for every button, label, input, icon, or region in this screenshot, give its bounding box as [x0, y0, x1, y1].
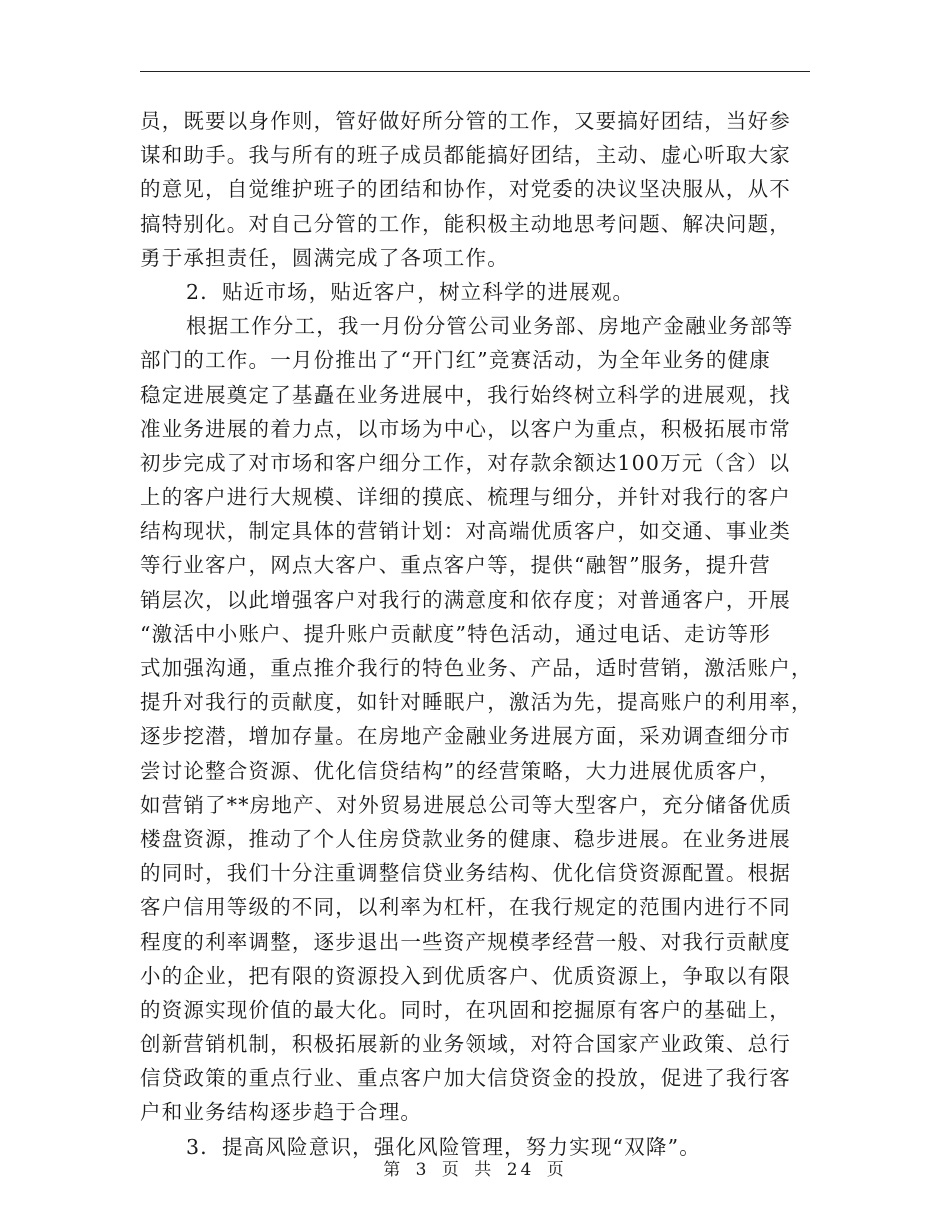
current-page-number: 3	[415, 1160, 430, 1180]
footer-total-word: 共	[474, 1160, 495, 1180]
text-line: 稳定进展奠定了基矗在业务进展中，我行始终树立科学的进展观，找	[140, 382, 791, 407]
text-line: 员，既要以身作则，管好做好所分管的工作，又要搞好团结，当好参	[140, 109, 791, 133]
text-line: 式加强沟通，重点推介我行的特色业务、产品，适时营销，激活账户，	[140, 656, 813, 680]
text-line: 信贷政策的重点行业、重点客户加大信贷资金的投放，促进了我行客	[140, 1066, 791, 1091]
text-line: 部门的工作。一月份推出了“开门红”竞赛活动，为全年业务的健康	[140, 348, 771, 373]
text-line: 上的客户进行大规模、详细的摸底、梳理与细分，并针对我行的客户	[140, 485, 791, 510]
footer-prefix: 第	[383, 1160, 404, 1180]
text-line: 的同时，我们十分注重调整信贷业务结构、优化信贷资源配置。根据	[140, 861, 791, 886]
text-line: 户和业务结构逐步趋于合理。	[140, 1100, 423, 1125]
text-line: 搞特别化。对自己分管的工作，能积极主动地思考问题、解决问题，	[140, 211, 791, 236]
text-line: 提升对我行的贡献度，如针对睡眠户，激活为先，提高账户的利用率，	[140, 690, 813, 715]
body-text	[140, 104, 813, 1164]
text-line: 销层次，以此增强客户对我行的满意度和依存度；对普通客户，开展	[140, 587, 791, 612]
text-line: 勇于承担责任，圆满完成了各项工作。	[140, 245, 509, 270]
text-line: 结构现状，制定具体的营销计划：对高端优质客户，如交通、事业类	[140, 519, 791, 544]
text-line: 客户信用等级的不同，以利率为杠杆，在我行规定的范围内进行不同	[140, 895, 791, 920]
page-footer	[0, 1155, 950, 1180]
text-line: 的资源实现价值的最大化。同时，在巩固和挖掘原有客户的基础上，	[140, 997, 791, 1022]
section-heading: 2．贴近市场，贴近客户，树立科学的进展观。	[186, 279, 635, 304]
section-heading: 3．提高风险意识，强化风险管理，努力实现“双降”。	[186, 1134, 702, 1159]
text-line: 等行业客户，网点大客户、重点客户等，提供“融智”服务，提升营	[140, 553, 771, 578]
text-line: 逐步挖潜，增加存量。在房地产金融业务进展方面，采劝调查细分市	[140, 724, 791, 749]
header-rule	[140, 71, 810, 72]
text-line: “激活中小账户、提升账户贡献度”特色活动，通过电话、走访等形	[140, 621, 771, 646]
text-line: 程度的利率调整，逐步退出一些资产规模孝经营一般、对我行贡献度	[140, 929, 791, 954]
text-line: 的意见，自觉维护班子的团结和协作，对党委的决议坚决服从，从不	[140, 177, 791, 202]
footer-suffix: 页	[546, 1160, 567, 1180]
text-line: 创新营销机制，积极拓展新的业务领域，对符合国家产业政策、总行	[140, 1032, 791, 1057]
text-line: 小的企业，把有限的资源投入到优质客户、优质资源上，争取以有限	[140, 963, 791, 988]
footer-page-word: 页	[441, 1160, 462, 1180]
text-line: 初步完成了对市场和客户细分工作，对存款余额达100万元（含）以	[140, 450, 791, 475]
text-line: 楼盘资源，推动了个人住房贷款业务的健康、稳步进展。在业务进展	[140, 826, 791, 851]
text-line: 准业务进展的着力点，以市场为中心，以客户为重点，积极拓展市常	[140, 416, 791, 441]
total-pages: 24	[506, 1160, 535, 1180]
text-line: 如营销了**房地产、对外贸易进展总公司等大型客户，充分储备优质	[140, 792, 793, 817]
text-line: 尝讨论整合资源、优化信贷结构”的经营策略，大力进展优质客户，	[140, 758, 781, 783]
paragraph-start-line: 根据工作分工，我一月份分管公司业务部、房地产金融业务部等	[186, 314, 794, 339]
text-line: 谋和助手。我与所有的班子成员都能搞好团结，主动、虚心听取大家	[140, 143, 791, 168]
